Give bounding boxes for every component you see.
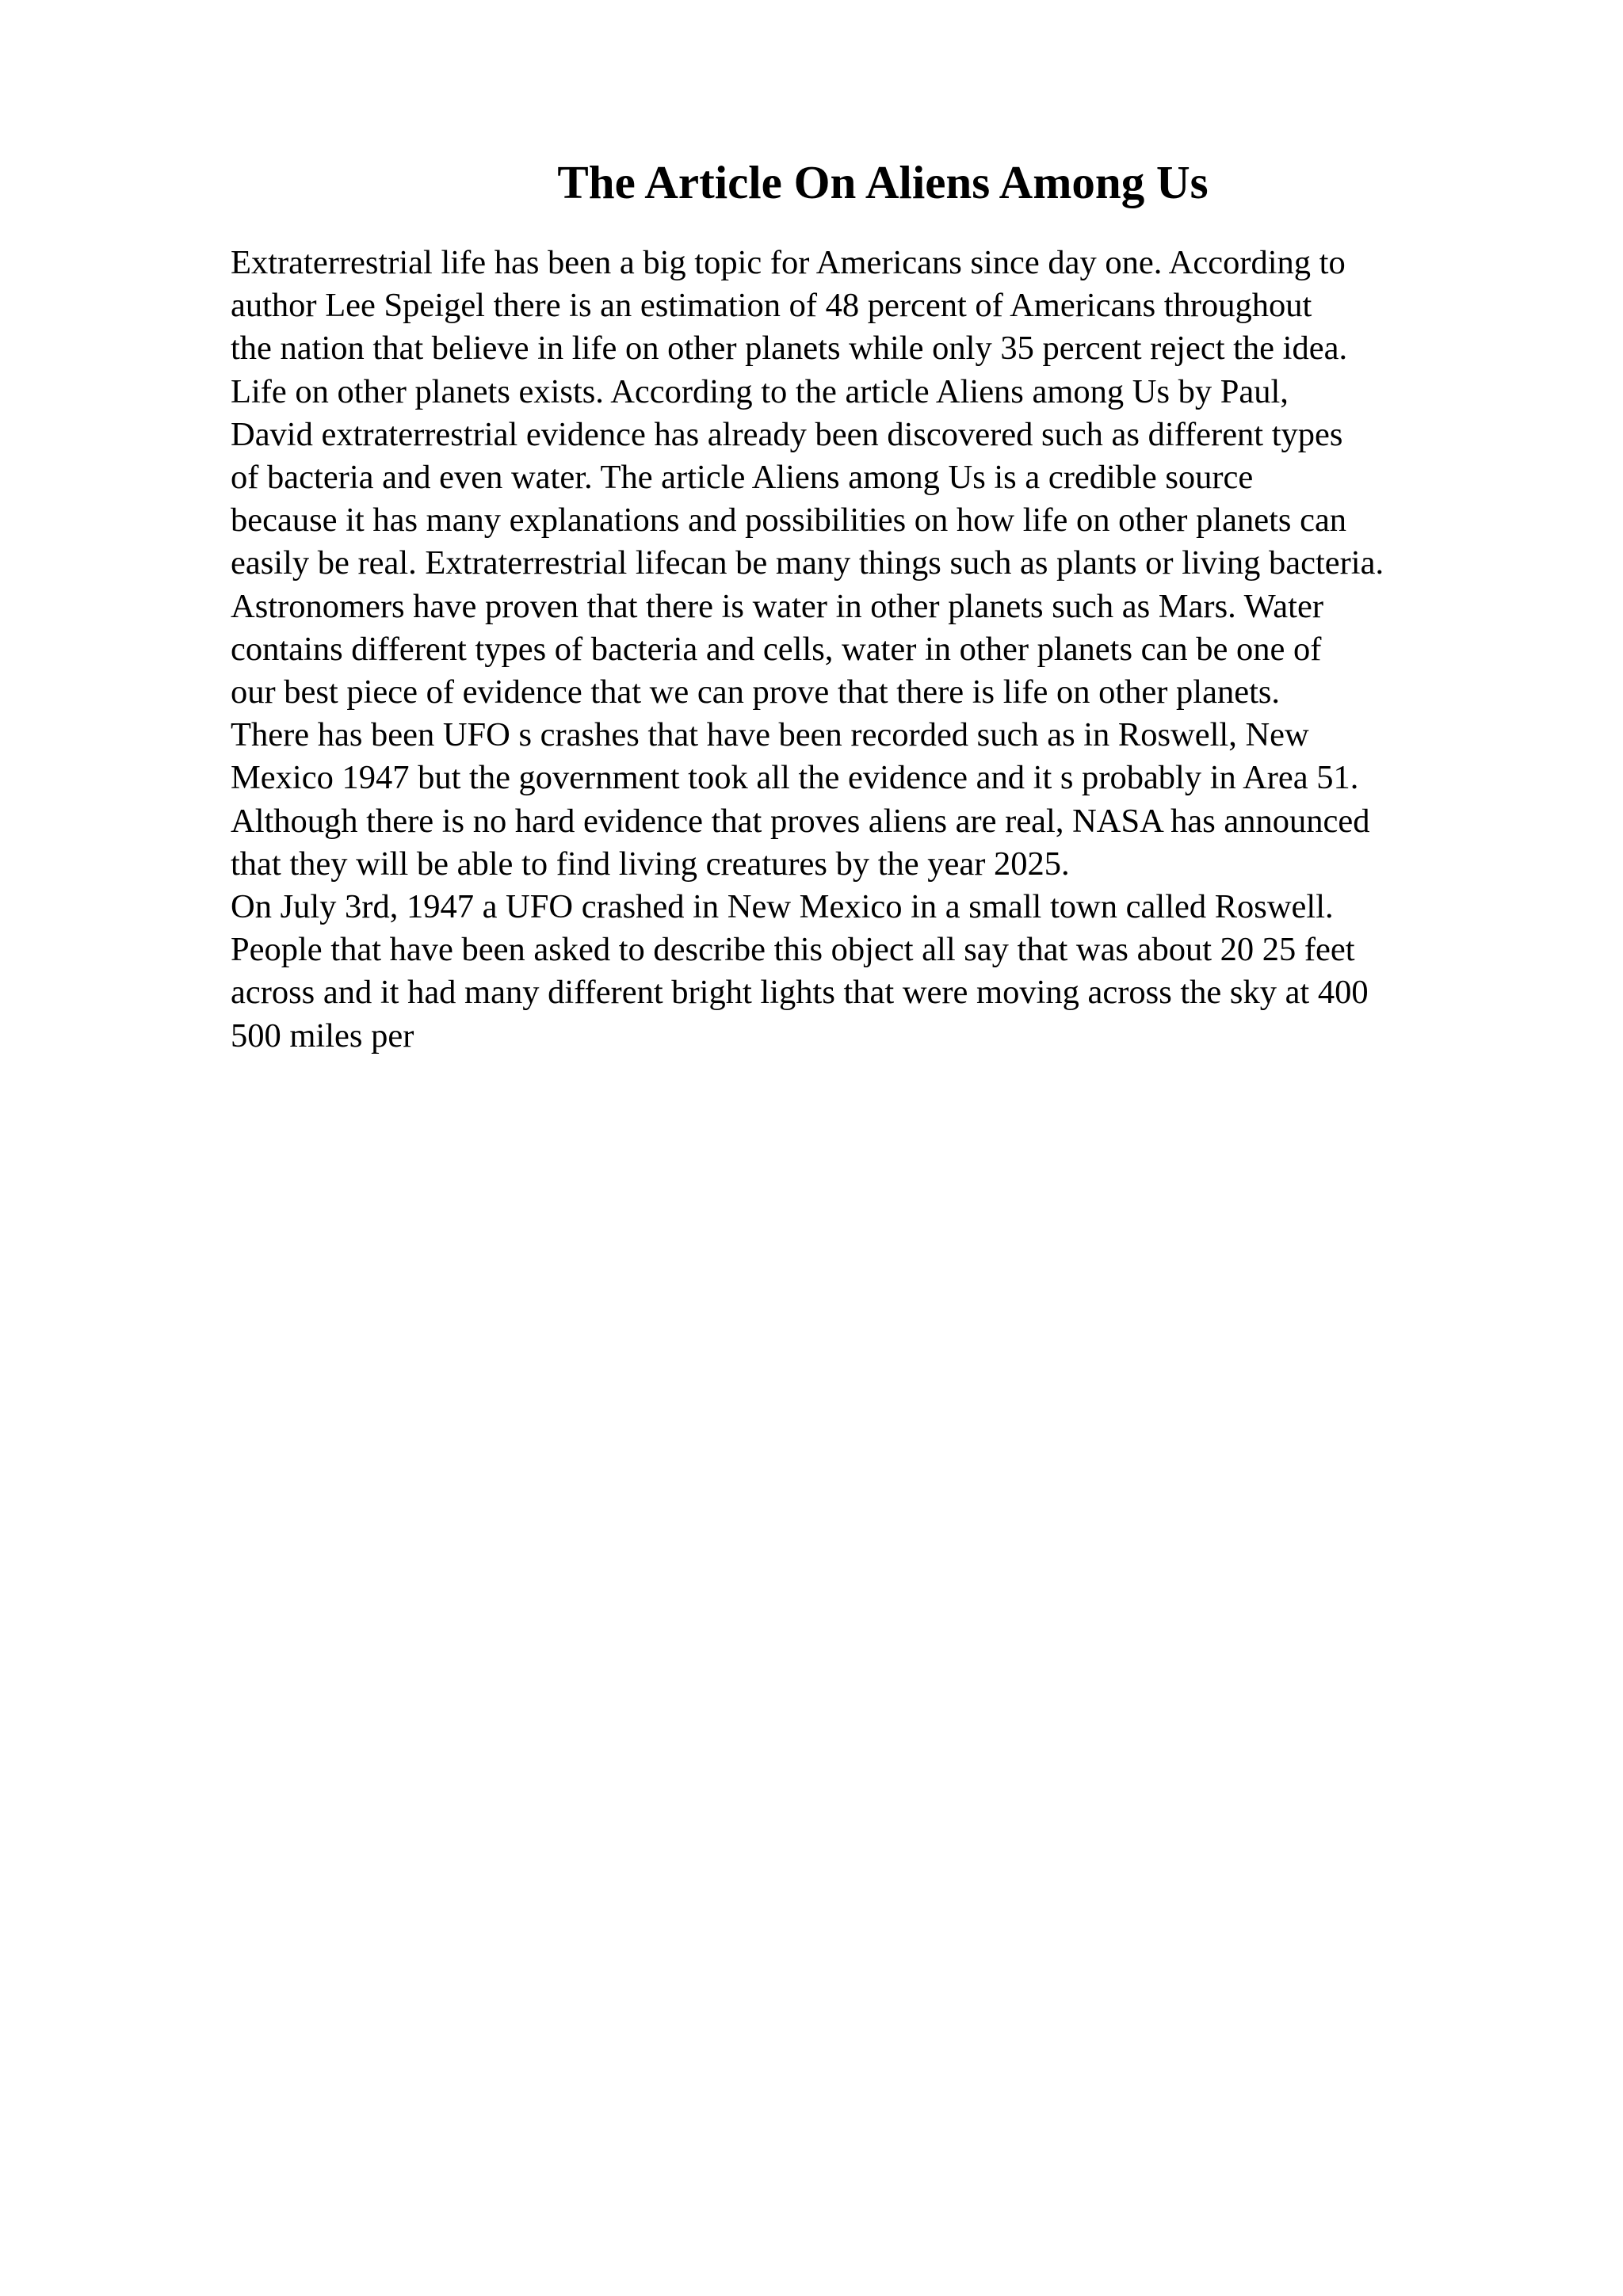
document-title: The Article On Aliens Among Us (557, 156, 1209, 208)
body-line: Life on other planets exists. According to the article Aliens among Us by Paul, (231, 372, 1289, 410)
body-line: of bacteria and even water. The article Aliens among Us is a credible source (231, 459, 1254, 497)
body-line: author Lee Speigel there is an estimation of 48 percent of Americans throughout (231, 287, 1312, 325)
document-body (231, 242, 1610, 1058)
body-line: 500 miles per (231, 1016, 414, 1055)
body-line: across and it had many different bright lights that were moving across the sky at 400 (231, 974, 1369, 1012)
body-line: because it has many explanations and possibilities on how life on other planets can (231, 502, 1347, 540)
body-line: easily be real. Extraterrestrial lifecan be many things such as plants or living bacteria. (231, 544, 1384, 582)
body-line: Extraterrestrial life has been a big topic for Americans since day one. According to (231, 244, 1346, 281)
body-line: Astronomers have proven that there is water in other planets such as Mars. Water (231, 587, 1323, 625)
body-line: On July 3rd, 1947 a UFO crashed in New Mexico in a small town called Roswell. (231, 888, 1334, 926)
body-line: People that have been asked to describe this object all say that was about 20 25 feet (231, 931, 1355, 969)
body-line: the nation that believe in life on other planets while only 35 percent reject the idea. (231, 330, 1348, 368)
body-line: our best piece of evidence that we can prove that there is life on other planets. (231, 673, 1281, 711)
body-line: contains different types of bacteria and cells, water in other planets can be one of (231, 630, 1322, 668)
body-line: Mexico 1947 but the government took all the evidence and it s probably in Area 51. (231, 759, 1359, 797)
body-line: Although there is no hard evidence that proves aliens are real, NASA has announced (231, 802, 1370, 840)
body-line: There has been UFO s crashes that have been recorded such as in Roswell, New (231, 716, 1309, 754)
body-line: David extraterrestrial evidence has already been discovered such as different types (231, 415, 1343, 453)
body-line: that they will be able to find living creatures by the year 2025. (231, 845, 1070, 883)
